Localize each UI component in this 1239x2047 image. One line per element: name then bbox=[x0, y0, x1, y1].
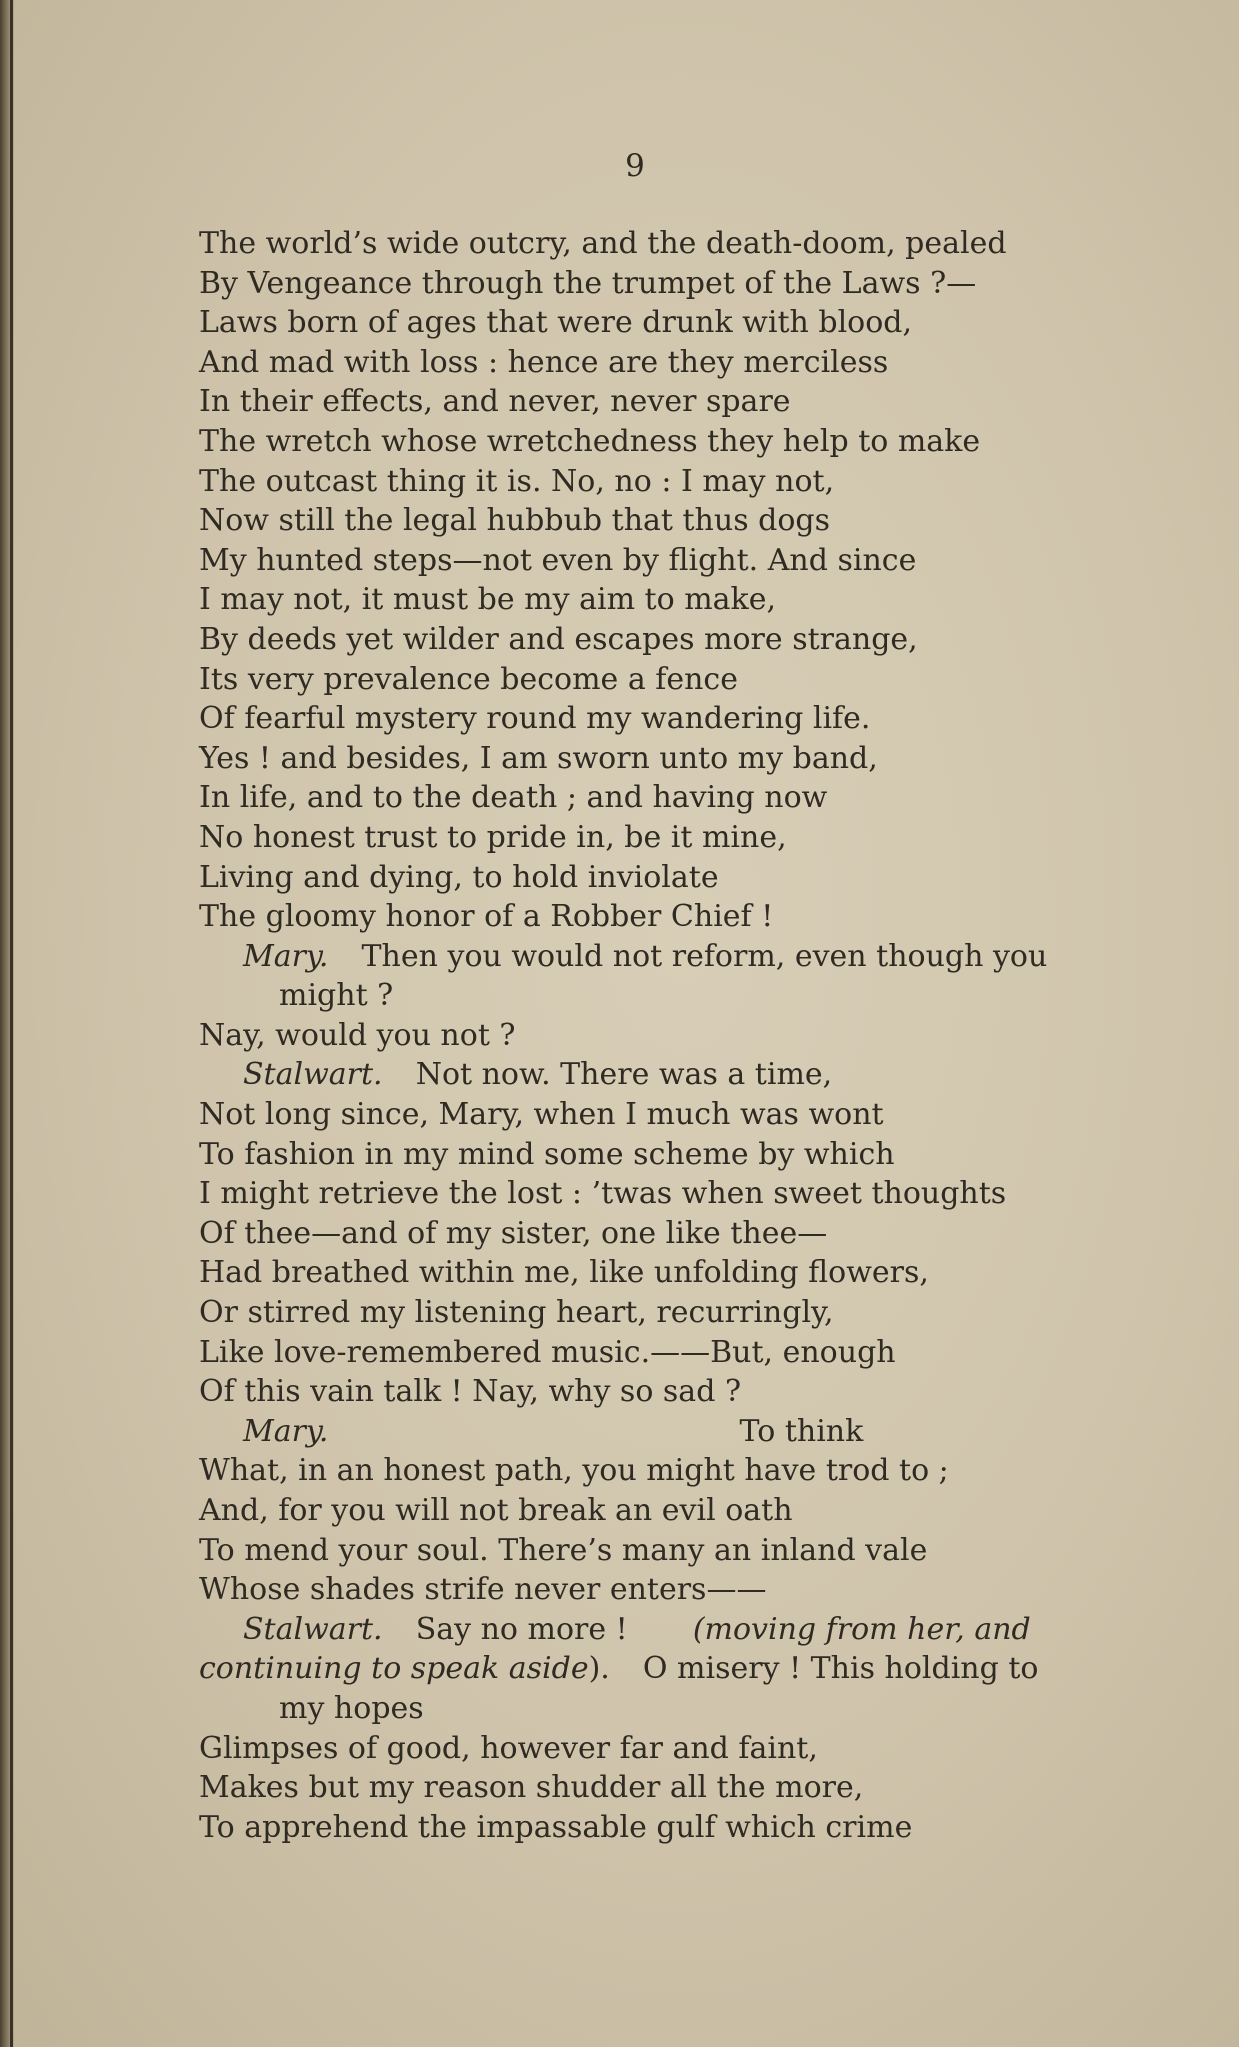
text-line: The world’s wide outcry, and the death-doom, pealed bbox=[199, 226, 1007, 261]
dialogue-line bbox=[199, 937, 1099, 977]
speech-text: To think bbox=[739, 1413, 864, 1449]
text-line: And, for you will not break an evil oath bbox=[199, 1493, 793, 1528]
text-line: Yes ! and besides, I am sworn unto my band, bbox=[199, 740, 878, 776]
binding-edge bbox=[10, 0, 13, 2047]
speech-text: O misery ! This holding to bbox=[642, 1651, 1039, 1687]
text-line: What, in an honest path, you might have trod to ; bbox=[199, 1453, 949, 1489]
text-line: The outcast thing it is. No, no : I may not, bbox=[199, 463, 835, 499]
speaker-name: Stalwart. bbox=[243, 1611, 383, 1647]
text-line: In their effects, and never, never spare bbox=[199, 384, 791, 420]
text-line: To mend your soul. There’s many an inland vale bbox=[199, 1532, 928, 1568]
text-line: To fashion in my mind some scheme by which bbox=[199, 1136, 895, 1172]
text-line: By deeds yet wilder and escapes more strange, bbox=[199, 621, 918, 657]
text-line: Or stirred my listening heart, recurringly, bbox=[199, 1295, 834, 1331]
text-line: By Vengeance through the trumpet of the Laws ?— bbox=[199, 265, 977, 301]
text-line: To apprehend the impassable gulf which crime bbox=[199, 1809, 913, 1845]
verse-text bbox=[199, 224, 1099, 1847]
speech-text: Say no more ! bbox=[415, 1611, 628, 1647]
text-line: Like love-remembered music.——But, enough bbox=[199, 1334, 896, 1370]
speech-text: Not now. There was a time, bbox=[415, 1057, 833, 1093]
stage-direction: continuing to speak aside bbox=[199, 1651, 589, 1687]
text-line: Not long since, Mary, when I much was wont bbox=[199, 1097, 884, 1133]
text-line: In life, and to the death ; and having now bbox=[199, 780, 828, 816]
text-line: My hunted steps—not even by flight. And since bbox=[199, 542, 917, 578]
text-line: Its very prevalence become a fence bbox=[199, 661, 738, 697]
text-line: Glimpses of good, however far and faint, bbox=[199, 1730, 818, 1766]
speaker-name: Mary. bbox=[243, 1413, 329, 1449]
text-line: Now still the legal hubbub that thus dogs bbox=[199, 503, 830, 539]
dialogue-line bbox=[199, 1610, 1099, 1650]
text-line: Of this vain talk ! Nay, why so sad ? bbox=[199, 1374, 742, 1410]
text-line: Makes but my reason shudder all the more, bbox=[199, 1770, 864, 1806]
speech-text: Then you would not reform, even though you bbox=[361, 938, 1048, 974]
text-line: No honest trust to pride in, be it mine, bbox=[199, 819, 787, 855]
text-line: And mad with loss : hence are they merciless bbox=[199, 344, 889, 380]
dialogue-line bbox=[199, 1649, 1099, 1689]
text-line: Laws born of ages that were drunk with blood, bbox=[199, 305, 913, 341]
dialogue-line bbox=[199, 1055, 1099, 1095]
dialogue-line bbox=[199, 1412, 1099, 1452]
page-number: 9 bbox=[625, 148, 645, 184]
stage-direction: (moving from her, and bbox=[692, 1611, 1031, 1647]
speaker-name: Stalwart. bbox=[243, 1057, 383, 1093]
text-line: Of thee—and of my sister, one like thee— bbox=[199, 1215, 828, 1251]
text-line: Whose shades strife never enters—— bbox=[199, 1572, 767, 1608]
text-line: The wretch whose wretchedness they help to make bbox=[199, 423, 981, 459]
text-line: I might retrieve the lost : ’twas when sweet thoughts bbox=[199, 1176, 1007, 1212]
text-line: The gloomy honor of a Robber Chief ! bbox=[199, 899, 774, 935]
text-line: might ? bbox=[279, 978, 394, 1014]
speaker-name: Mary. bbox=[243, 938, 329, 974]
text-line: I may not, it must be my aim to make, bbox=[199, 582, 777, 618]
text-line: Living and dying, to hold inviolate bbox=[199, 859, 719, 895]
text-line: Nay, would you not ? bbox=[199, 1017, 516, 1053]
text-line: Of fearful mystery round my wandering life. bbox=[199, 701, 871, 737]
text-line: my hopes bbox=[279, 1690, 424, 1726]
text-line: Had breathed within me, like unfolding flowers, bbox=[199, 1255, 929, 1291]
stage-direction-close: ). bbox=[588, 1651, 610, 1687]
